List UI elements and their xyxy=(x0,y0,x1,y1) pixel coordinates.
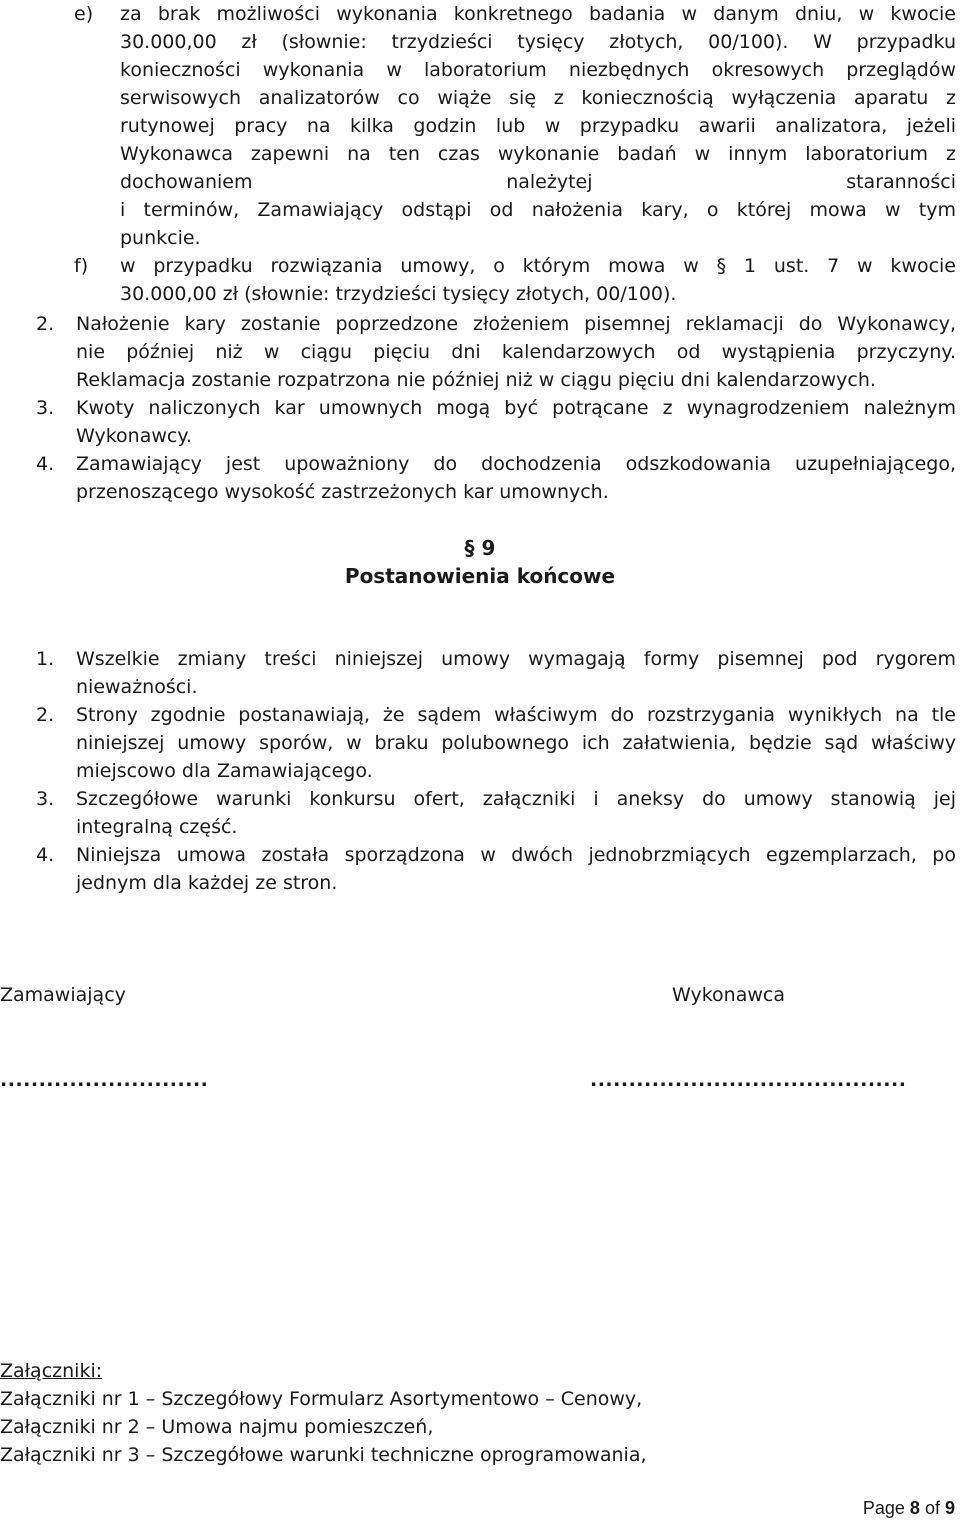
item-text xyxy=(120,252,956,308)
text-line: przenoszącego wysokość zastrzeżonych kar umownych. xyxy=(76,481,609,503)
text-line: za brak możliwości wykonania konkretnego badania w danym dniu, w kwocie xyxy=(120,3,956,25)
item-text xyxy=(76,701,956,785)
text-line: rutynowej pracy na kilka godzin lub w przypadku awarii analizatora, jeżeli xyxy=(120,115,956,137)
list-item xyxy=(0,450,960,506)
section-number: § 9 xyxy=(464,536,496,560)
list-item xyxy=(0,0,960,252)
attachment-item: Załączniki nr 1 – Szczegółowy Formularz Asortymentowo – Cenowy, xyxy=(0,1388,643,1410)
page-number xyxy=(863,1494,955,1522)
text-line: niniejszej umowy sporów, w braku polubownego ich załatwienia, będzie sąd właściwy xyxy=(76,732,956,754)
text-line: 30.000,00 zł (słownie: trzydzieści tysięcy złotych, 00/100). xyxy=(120,283,677,305)
item-text xyxy=(76,785,956,841)
page-total: 9 xyxy=(944,1498,955,1518)
item-text xyxy=(76,841,956,897)
item-number: 2. xyxy=(36,313,55,335)
text-line: w przypadku rozwiązania umowy, o którym mowa w § 1 ust. 7 w kwocie xyxy=(120,255,956,277)
attachment-item: Załączniki nr 2 – Umowa najmu pomieszczeń, xyxy=(0,1416,434,1438)
list-item xyxy=(0,785,960,841)
text-line: integralną część. xyxy=(76,816,238,838)
text-line: jednym dla każdej ze stron. xyxy=(76,872,338,894)
page-of: of xyxy=(924,1498,940,1518)
list-item xyxy=(0,252,960,308)
item-text xyxy=(76,310,956,394)
text-line: miejscowo dla Zamawiającego. xyxy=(76,760,373,782)
text-line: Kwoty naliczonych kar umownych mogą być potrącane z wynagrodzeniem należnym xyxy=(76,397,956,419)
section-title: Postanowienia końcowe xyxy=(344,564,616,588)
item-text xyxy=(76,394,956,450)
signature-line-client: ........................... xyxy=(0,1069,209,1091)
text-line: 30.000,00 zł (słownie: trzydzieści tysięcy złotych, 00/100). W przypadku xyxy=(120,31,956,53)
item-number: 4. xyxy=(36,844,55,866)
item-number: 1. xyxy=(36,648,55,670)
text-line: punkcie. xyxy=(120,227,201,249)
text-line: Strony zgodnie postanawiają, że sądem właściwym do rozstrzygania wynikłych na tle xyxy=(76,704,956,726)
text-line: serwisowych analizatorów co wiąże się z koniecznością wyłączenia aparatu z xyxy=(120,87,956,109)
signature-label-contractor: Wykonawca xyxy=(672,984,785,1006)
item-label: e) xyxy=(74,3,94,25)
text-line: Szczegółowe warunki konkursu ofert, załączniki i aneksy do umowy stanowią jej xyxy=(76,788,956,810)
list-item xyxy=(0,841,960,897)
text-line: Zamawiający jest upoważniony do dochodzenia odszkodowania uzupełniającego, xyxy=(76,453,956,475)
text-line: Wykonawca zapewni na ten czas wykonanie badań w innym laboratorium z xyxy=(120,143,956,165)
text-line: nie później niż w ciągu pięciu dni kalendarzowych od wystąpienia przyczyny. xyxy=(76,341,956,363)
text-line: Wykonawcy. xyxy=(76,425,192,447)
item-text xyxy=(120,0,956,252)
final-provisions-list xyxy=(0,645,960,897)
text-line: Reklamacja zostanie rozpatrzona nie później niż w ciągu pięciu dni kalendarzowych. xyxy=(76,369,876,391)
item-number: 2. xyxy=(36,704,55,726)
text-line: dochowaniem należytej staranności xyxy=(120,171,956,193)
list-item xyxy=(0,645,960,701)
attachments-section xyxy=(0,1357,960,1469)
page-prefix: Page xyxy=(862,1498,905,1518)
list-item xyxy=(0,701,960,785)
page-current: 8 xyxy=(909,1498,920,1518)
item-number: 4. xyxy=(36,453,55,475)
text-line: Niniejsza umowa została sporządzona w dwóch jednobrzmiących egzemplarzach, po xyxy=(76,844,956,866)
penalty-items-list xyxy=(0,0,960,308)
list-item xyxy=(0,394,960,450)
item-number: 3. xyxy=(36,788,55,810)
attachments-title: Załączniki: xyxy=(0,1360,103,1382)
list-item xyxy=(0,310,960,394)
item-number: 3. xyxy=(36,397,55,419)
attachment-item: Załączniki nr 3 – Szczegółowe warunki techniczne oprogramowania, xyxy=(0,1444,647,1466)
section-heading xyxy=(0,534,960,590)
text-line: i terminów, Zamawiający odstąpi od nałożenia kary, o której mowa w tym xyxy=(120,199,956,221)
item-text xyxy=(76,645,956,701)
text-line: Nałożenie kary zostanie poprzedzone złożeniem pisemnej reklamacji do Wykonawcy, xyxy=(76,313,956,335)
signature-line-contractor: ......................................... xyxy=(590,1069,907,1091)
signature-label-client: Zamawiający xyxy=(0,984,126,1006)
text-line: nieważności. xyxy=(76,676,198,698)
item-text xyxy=(76,450,956,506)
penalty-clauses-list xyxy=(0,310,960,506)
text-line: Wszelkie zmiany treści niniejszej umowy wymagają formy pisemnej pod rygorem xyxy=(76,648,956,670)
text-line: konieczności wykonania w laboratorium niezbędnych okresowych przeglądów xyxy=(120,59,956,81)
item-label: f) xyxy=(74,255,89,277)
